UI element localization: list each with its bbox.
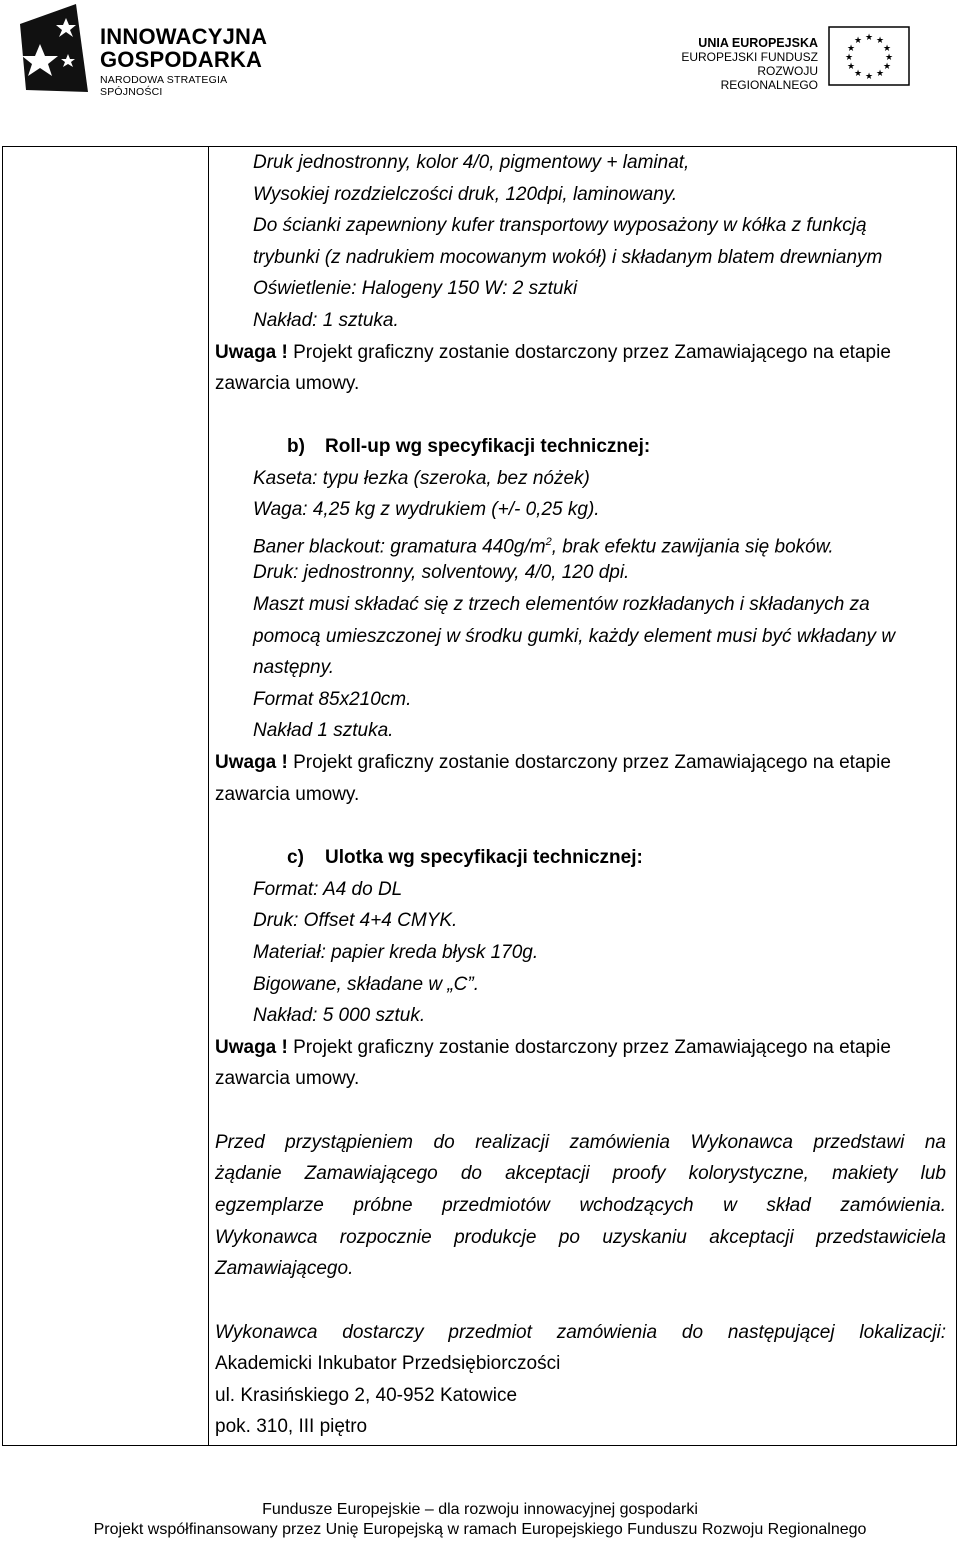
text-line: Nakład 1 sztuka. [253,720,394,741]
note-line [215,342,891,364]
note-cont: zawarcia umowy. [215,1068,360,1089]
footer-line-2: Projekt współfinansowany przez Unię Europejską w ramach Europejskiego Funduszu Rozwoju Regionalnego [93,1521,867,1538]
section-b-marker: b) [287,436,305,457]
paragraph-line: egzemplarze próbne przedmiotów wchodzących w skład zamówienia. [215,1195,946,1216]
section-c-marker: c) [287,847,304,868]
text-line: Format 85x210cm. [253,689,412,710]
note-text: Projekt graficzny zostanie dostarczony przez Zamawiającego na etapie [287,1037,891,1058]
text-line: Oświetlenie: Halogeny 150 W: 2 sztuki [253,278,578,299]
text-part: Baner blackout: gramatura 440g/m [253,536,546,558]
innowacyjna-gospodarka-logo [18,4,278,98]
svg-text:★: ★ [884,53,894,63]
note-line [215,752,891,774]
paragraph-line: Zamawiającego. [215,1258,354,1279]
paragraph-line: Wykonawca dostarczy przedmiot zamówienia do następującej lokalizacji: [215,1322,946,1343]
note-label: Uwaga ! [215,1037,288,1058]
text-line: Maszt musi składać się z trzech elementów rozkładanych i składanych za [253,594,870,615]
text-line: następny. [253,657,334,678]
note-label: Uwaga ! [215,752,288,773]
paragraph-line: Wykonawca rozpocznie produkcje po uzyskaniu akceptacji przedstawiciela [215,1227,946,1248]
brand-line-3: NARODOWA STRATEGIA SPÓJNOŚCI [100,74,227,98]
section-c-title: Ulotka wg specyfikacji technicznej: [325,847,643,868]
eu-flag-icon [828,26,910,86]
svg-text:★: ★ [844,53,854,63]
text-line: Druk jednostronny, kolor 4/0, pigmentowy + laminat, [253,152,690,173]
eu-line-3: ROZWOJU REGIONALNEGO [720,64,818,92]
note-cont: zawarcia umowy. [215,373,360,394]
text-line: Bigowane, składane w „C”. [253,974,479,995]
text-line: Nakład: 5 000 sztuk. [253,1005,426,1026]
eu-line-1: UNIA EUROPEJSKA [698,36,818,50]
text-line [253,531,834,558]
note-cont: zawarcia umowy. [215,784,360,805]
text-line: Kaseta: typu łezka (szeroka, bez nóżek) [253,468,590,489]
text-line: Format: A4 do DL [253,879,403,900]
svg-text:★: ★ [875,69,885,79]
eu-line-2: EUROPEJSKI FUNDUSZ [681,50,818,64]
text-line: Nakład: 1 sztuka. [253,310,399,331]
text-line: trybunki (z nadrukiem mocowanym wokół) i składanym blatem drewnianym [253,247,883,268]
svg-text:★: ★ [853,69,863,79]
superscript: 2 [545,536,552,548]
svg-text:★: ★ [864,33,874,43]
text-line: Wysokiej rozdzielczości druk, 120dpi, laminowany. [253,184,678,205]
note-text: Projekt graficzny zostanie dostarczony przez Zamawiającego na etapie [287,752,891,773]
brand-line-1: INNOWACYJNA [100,24,268,49]
svg-text:★: ★ [875,36,885,46]
address-line: pok. 310, III piętro [215,1416,368,1437]
note-text: Projekt graficzny zostanie dostarczony przez Zamawiającego na etapie [287,342,891,363]
address-line: Akademicki Inkubator Przedsiębiorczości [215,1353,561,1374]
svg-text:★: ★ [846,44,856,54]
eu-logo [668,26,938,92]
text-line: pomocą umieszczonej w środku gumki, każdy element musi być wkładany w [253,626,896,647]
text-line: Materiał: papier kreda błysk 170g. [253,942,539,963]
brand-line-2: GOSPODARKA [100,47,263,72]
text-line: Do ścianki zapewniony kufer transportowy wyposażony w kółka z funkcją [253,215,867,236]
svg-text:★: ★ [864,72,874,82]
content-table [2,146,957,1446]
note-line [215,1037,891,1059]
svg-text:★: ★ [882,62,892,72]
paragraph-line: Przed przystąpieniem do realizacji zamówienia Wykonawca przedstawi na [215,1132,946,1153]
star-logo-icon [18,4,94,92]
svg-text:★: ★ [853,36,863,46]
svg-text:★: ★ [846,62,856,72]
text-part: , brak efektu zawijania się boków. [551,536,834,558]
text-line: Waga: 4,25 kg z wydrukiem (+/- 0,25 kg). [253,499,600,520]
address-line: ul. Krasińskiego 2, 40-952 Katowice [215,1385,518,1406]
text-line: Druk: jednostronny, solventowy, 4/0, 120 dpi. [253,562,630,583]
footer-line-1: Fundusze Europejskie – dla rozwoju innowacyjnej gospodarki [262,1501,698,1518]
section-b-title: Roll-up wg specyfikacji technicznej: [325,436,651,457]
paragraph-line: żądanie Zamawiającego do akceptacji proofy kolorystyczne, makiety lub [215,1163,946,1184]
table-column-divider [208,146,209,1446]
svg-text:★: ★ [882,44,892,54]
note-label: Uwaga ! [215,342,288,363]
text-line: Druk: Offset 4+4 CMYK. [253,910,458,931]
